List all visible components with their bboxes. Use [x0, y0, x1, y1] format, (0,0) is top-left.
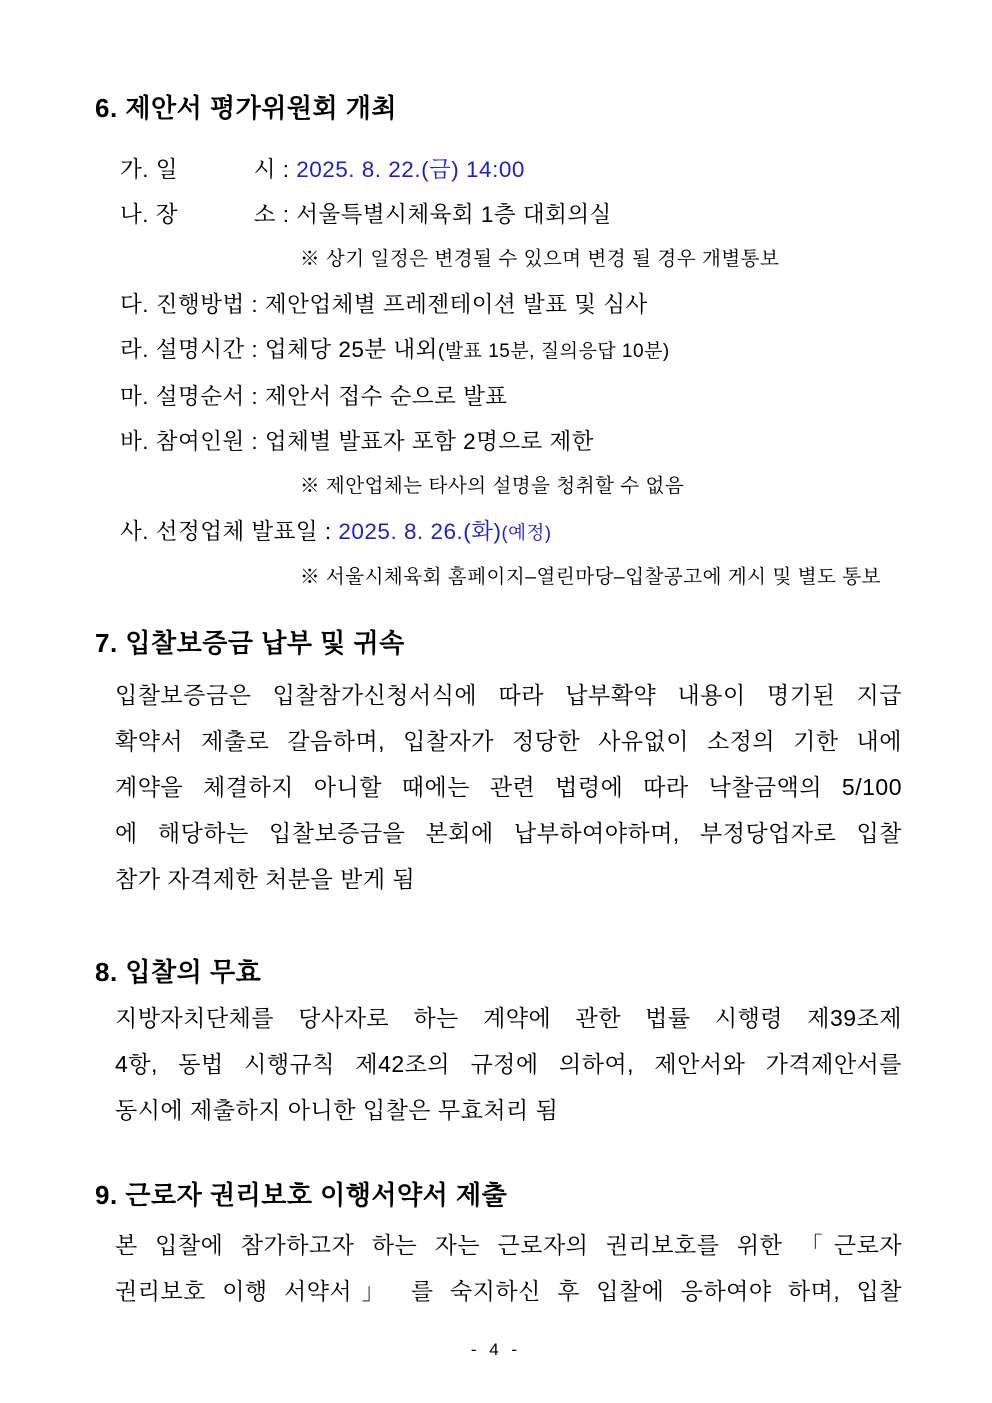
- paragraph-line: 참가 자격제한 처분을 받게 됨: [115, 866, 416, 892]
- section-heading-proposal-evaluation: 6. 제안서 평가위원회 개최: [95, 93, 398, 123]
- section-paragraph: [115, 1222, 902, 1314]
- text-run: 나. 장 소 : 서울특별시체육회 1층 대회의실: [120, 202, 612, 227]
- section-heading-bid-invalidity: 8. 입찰의 무효: [95, 957, 262, 987]
- text-run: 다. 진행방법 : 제안업체별 프레젠테이션 발표 및 심사: [120, 292, 648, 317]
- paragraph-line: 권리보호 이행 서약서」 를 숙지하신 후 입찰에 응하여야 하며, 입찰: [115, 1278, 902, 1304]
- text-run: 바. 참여인원 : 업체별 발표자 포함 2명으로 제한: [120, 429, 595, 454]
- paragraph-line: 계약을 체결하지 아니할 때에는 관련 법령에 따라 낙찰금액의 5/100: [115, 774, 902, 800]
- detail-line: [120, 282, 992, 327]
- note-line: [300, 237, 992, 282]
- paragraph-line: 4항, 동법 시행규칙 제42조의 규정에 의하여, 제안서와 가격제안서를: [115, 1051, 902, 1077]
- paragraph-line: 입찰보증금은 입찰참가신청서식에 따라 납부확약 내용이 명기된 지급: [115, 682, 902, 708]
- text-run: 가. 일 시 :: [120, 157, 297, 182]
- paragraph-line: 동시에 제출하지 아니한 입찰은 무효처리 됨: [115, 1097, 559, 1123]
- text-run: ※ 서울시체육회 홈페이지–열린마당–입찰공고에 게시 및 별도 통보: [300, 566, 881, 588]
- paragraph-line: 에 해당하는 입찰보증금을 본회에 납부하여야하며, 부정당업자로 입찰: [115, 820, 902, 846]
- text-run: 라. 설명시간 : 업체당 25분 내외: [120, 337, 438, 362]
- page-footer: [0, 1340, 992, 1360]
- section-proposal-evaluation: [0, 93, 992, 600]
- text-run: 사. 선정업체 발표일 :: [120, 519, 339, 544]
- text-run: (발표 15분, 질의응답 10분): [437, 341, 670, 362]
- text-run: ※ 제안업체는 타사의 설명을 청취할 수 없음: [300, 475, 685, 497]
- paragraph-line: 지방자치단체를 당사자로 하는 계약에 관한 법률 시행령 제39조제: [115, 1005, 902, 1031]
- section-heading-worker-rights-pledge: 9. 근로자 권리보호 이행서약서 제출: [95, 1180, 508, 1210]
- page-number: - 4 -: [470, 1340, 522, 1359]
- text-run: 2025. 8. 26.(화): [338, 519, 502, 544]
- note-line: [300, 555, 992, 600]
- note-line: [300, 464, 992, 509]
- section-bid-invalidity: [0, 957, 992, 1133]
- detail-line: [120, 509, 992, 555]
- section-bid-deposit: [0, 628, 992, 902]
- detail-line: [120, 419, 992, 464]
- text-run: 2025. 8. 22.(금) 14:00: [296, 157, 525, 182]
- section-paragraph: [115, 995, 902, 1133]
- paragraph-line: 확약서 제출로 갈음하며, 입찰자가 정당한 사유없이 소정의 기한 내에: [115, 728, 902, 754]
- section-paragraph: [115, 672, 902, 902]
- detail-line: [120, 374, 992, 419]
- text-run: (예정): [501, 522, 552, 543]
- detail-line: [120, 192, 992, 237]
- section-heading-bid-deposit: 7. 입찰보증금 납부 및 귀속: [95, 628, 405, 658]
- detail-line: [120, 327, 992, 374]
- text-run: 마. 설명순서 : 제안서 접수 순으로 발표: [120, 384, 508, 409]
- text-run: ※ 상기 일정은 변경될 수 있으며 변경 될 경우 개별통보: [300, 248, 780, 270]
- section-worker-rights-pledge: [0, 1180, 992, 1314]
- section-detail-list: [0, 147, 992, 600]
- detail-line: [120, 147, 992, 192]
- paragraph-line: 본 입찰에 참가하고자 하는 자는 근로자의 권리보호를 위한 「근로자: [115, 1232, 902, 1258]
